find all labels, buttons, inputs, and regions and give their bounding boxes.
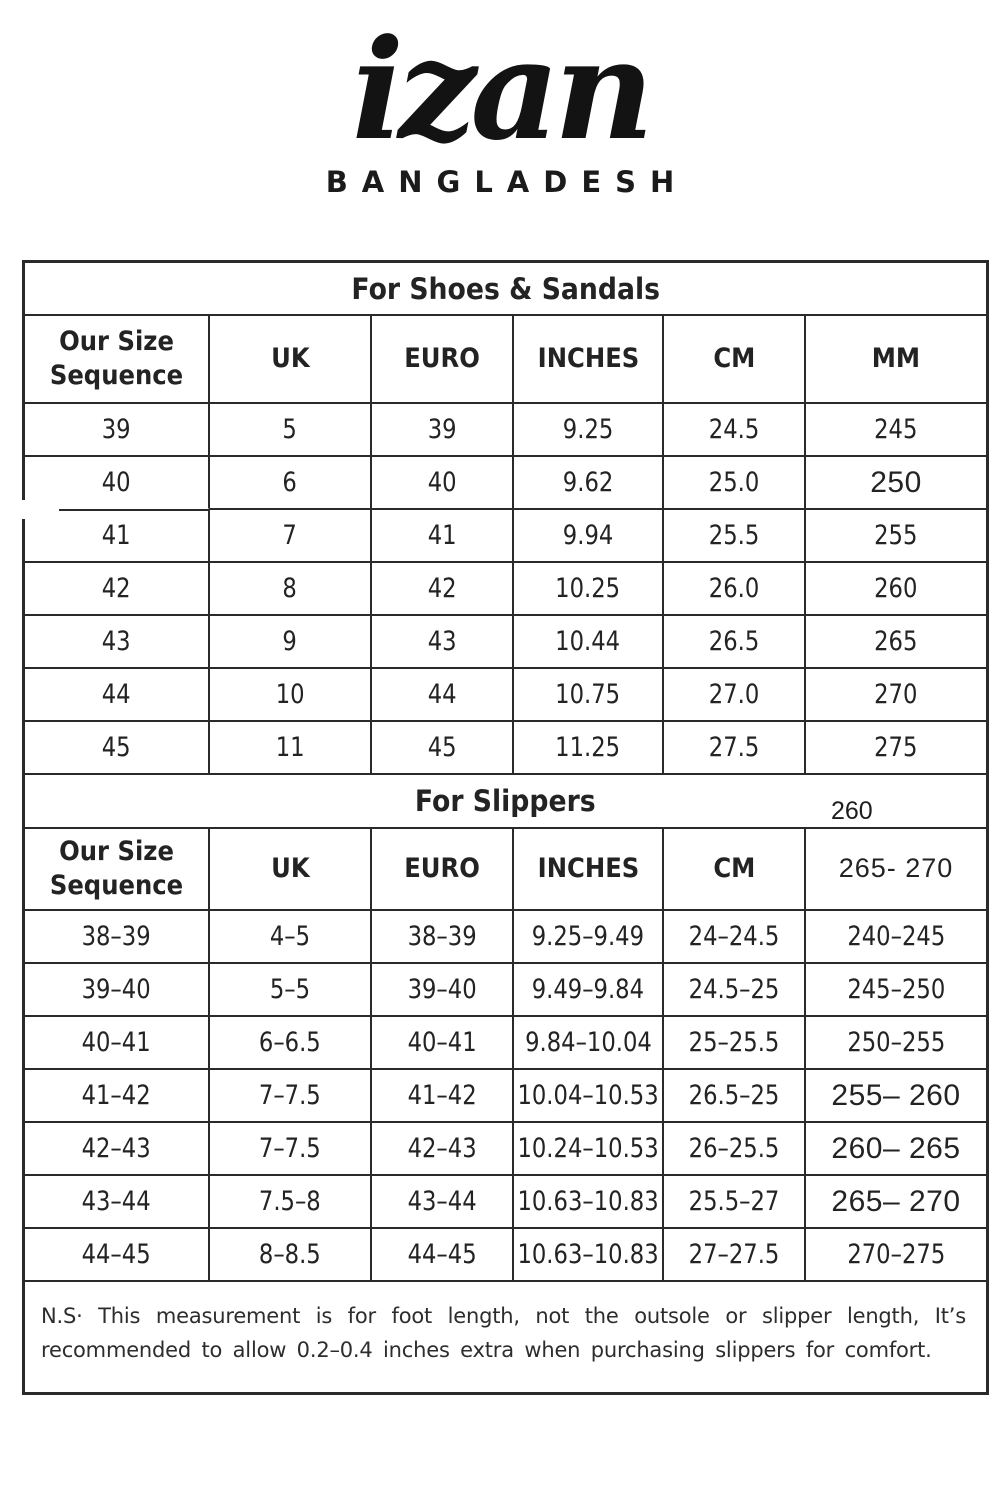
- table-cell: 4–5: [210, 911, 372, 964]
- table-cell: 275: [806, 722, 986, 775]
- column-header-our-size: Our Size Sequence: [25, 829, 210, 911]
- table-row: [25, 669, 986, 722]
- table-row: [25, 1123, 986, 1176]
- table-cell: 42–43: [372, 1123, 514, 1176]
- table-cell: 9.84–10.04: [514, 1017, 664, 1070]
- table-cell: 43–44: [25, 1176, 210, 1229]
- table-row: [25, 510, 986, 563]
- column-header-uk: UK: [210, 316, 372, 404]
- column-header-euro: EURO: [372, 829, 514, 911]
- table-cell: 6–6.5: [210, 1017, 372, 1070]
- stray-value: 260: [831, 797, 873, 825]
- table-cell: 44: [25, 669, 210, 722]
- table-cell: 42: [372, 563, 514, 616]
- table-cell: 24.5–25: [664, 964, 806, 1017]
- table-cell: 245: [806, 404, 986, 457]
- table-cell: 9.25–9.49: [514, 911, 664, 964]
- column-header-cm: CM: [664, 829, 806, 911]
- table-cell: 8–8.5: [210, 1229, 372, 1282]
- table-row: [25, 1229, 986, 1282]
- table-cell: 240–245: [806, 911, 986, 964]
- table-cell: 7.5–8: [210, 1176, 372, 1229]
- column-header-inches: INCHES: [514, 829, 664, 911]
- table-cell: 10.04–10.53: [514, 1070, 664, 1123]
- column-header-our-size: Our Size Sequence: [25, 316, 210, 404]
- table-cell: 9.25: [514, 404, 664, 457]
- table-cell: 25.0: [664, 457, 806, 510]
- table-cell: 40–41: [372, 1017, 514, 1070]
- table-cell: 40: [372, 457, 514, 510]
- table-cell: 43: [372, 616, 514, 669]
- brand-country: BANGLADESH: [325, 164, 689, 199]
- table-cell: 7–7.5: [210, 1123, 372, 1176]
- table-cell: 5: [210, 404, 372, 457]
- shoes-section-title: For Shoes & Sandals: [351, 271, 660, 306]
- table-cell: 270–275: [806, 1229, 986, 1282]
- table-cell: 42: [25, 563, 210, 616]
- table-cell: 7: [210, 510, 372, 563]
- table-cell: 44–45: [372, 1229, 514, 1282]
- table-row: [25, 964, 986, 1017]
- table-cell: 10.63–10.83: [514, 1229, 664, 1282]
- table-cell: 39–40: [25, 964, 210, 1017]
- table-cell: 44: [372, 669, 514, 722]
- column-header-mm: MM: [806, 316, 986, 404]
- table-cell: 10.25: [514, 563, 664, 616]
- table-cell: 9.62: [514, 457, 664, 510]
- slippers-header-row: [25, 829, 986, 911]
- table-cell: 41–42: [372, 1070, 514, 1123]
- table-cell: 25.5–27: [664, 1176, 806, 1229]
- table-row: [25, 563, 986, 616]
- table-row: [25, 722, 986, 775]
- table-row: [25, 404, 986, 457]
- table-cell: 38–39: [372, 911, 514, 964]
- table-cell-edited: 250: [806, 457, 986, 510]
- table-cell: 260: [806, 563, 986, 616]
- table-row: [25, 1070, 986, 1123]
- table-cell: 10.63–10.83: [514, 1176, 664, 1229]
- table-cell: 27.0: [664, 669, 806, 722]
- table-cell: 6: [210, 457, 372, 510]
- note-box: [25, 1282, 986, 1392]
- slippers-section-title: For Slippers: [415, 784, 596, 818]
- table-cell: 43: [25, 616, 210, 669]
- table-cell: 41: [372, 510, 514, 563]
- table-cell: 10.75: [514, 669, 664, 722]
- table-row: [25, 911, 986, 964]
- table-cell: 41–42: [25, 1070, 210, 1123]
- table-cell: 41: [25, 510, 210, 563]
- column-header-cm: CM: [664, 316, 806, 404]
- table-cell: 45: [372, 722, 514, 775]
- table-cell: 26.5–25: [664, 1070, 806, 1123]
- table-cell: 39: [372, 404, 514, 457]
- slippers-section-banner: [25, 775, 986, 829]
- table-cell: 27.5: [664, 722, 806, 775]
- table-cell: 11.25: [514, 722, 664, 775]
- table-cell: 265: [806, 616, 986, 669]
- table-cell: 7–7.5: [210, 1070, 372, 1123]
- table-row: [25, 616, 986, 669]
- note-text: N.S· This measurement is for foot length, not the outsole or slipper length, It’s recommended to allow 0.2–0.4 inches extra when purchasing slippers for comfort.: [41, 1304, 966, 1362]
- table-cell: 43–44: [372, 1176, 514, 1229]
- table-cell: 26–25.5: [664, 1123, 806, 1176]
- shoes-header-row: [25, 316, 986, 404]
- table-cell: 27–27.5: [664, 1229, 806, 1282]
- column-header-euro: EURO: [372, 316, 514, 404]
- column-header-uk: UK: [210, 829, 372, 911]
- table-row: [25, 457, 986, 510]
- table-cell: 25.5: [664, 510, 806, 563]
- table-cell-edited: 260– 265: [806, 1123, 986, 1176]
- table-cell: 25–25.5: [664, 1017, 806, 1070]
- table-cell: 9.94: [514, 510, 664, 563]
- table-cell: 10: [210, 669, 372, 722]
- brand-logo: izan: [351, 8, 649, 171]
- table-cell: 11: [210, 722, 372, 775]
- shoes-section-banner: [25, 263, 986, 316]
- table-cell: 10.24–10.53: [514, 1123, 664, 1176]
- table-cell-edited: 265– 270: [806, 1176, 986, 1229]
- table-cell: 250–255: [806, 1017, 986, 1070]
- table-cell: 10.44: [514, 616, 664, 669]
- table-cell-shifted-border: 40: [25, 457, 210, 510]
- table-cell: 9: [210, 616, 372, 669]
- column-header-mm-overwritten: 265- 270: [806, 829, 986, 911]
- table-cell: 8: [210, 563, 372, 616]
- table-cell: 39–40: [372, 964, 514, 1017]
- table-cell: 45: [25, 722, 210, 775]
- table-cell: 24.5: [664, 404, 806, 457]
- table-cell-edited: 255– 260: [806, 1070, 986, 1123]
- table-cell: 44–45: [25, 1229, 210, 1282]
- table-cell: 38–39: [25, 911, 210, 964]
- table-row: [25, 1017, 986, 1070]
- table-cell: 39: [25, 404, 210, 457]
- size-chart-table: [22, 260, 989, 1395]
- column-header-inches: INCHES: [514, 316, 664, 404]
- table-cell: 26.5: [664, 616, 806, 669]
- brand-header: [0, 8, 1000, 199]
- table-cell: 24–24.5: [664, 911, 806, 964]
- table-row: [25, 1176, 986, 1229]
- table-cell: 5–5: [210, 964, 372, 1017]
- table-cell: 9.49–9.84: [514, 964, 664, 1017]
- table-cell: 26.0: [664, 563, 806, 616]
- table-cell: 245–250: [806, 964, 986, 1017]
- table-cell: 40–41: [25, 1017, 210, 1070]
- table-cell: 270: [806, 669, 986, 722]
- table-cell: 255: [806, 510, 986, 563]
- table-cell: 42–43: [25, 1123, 210, 1176]
